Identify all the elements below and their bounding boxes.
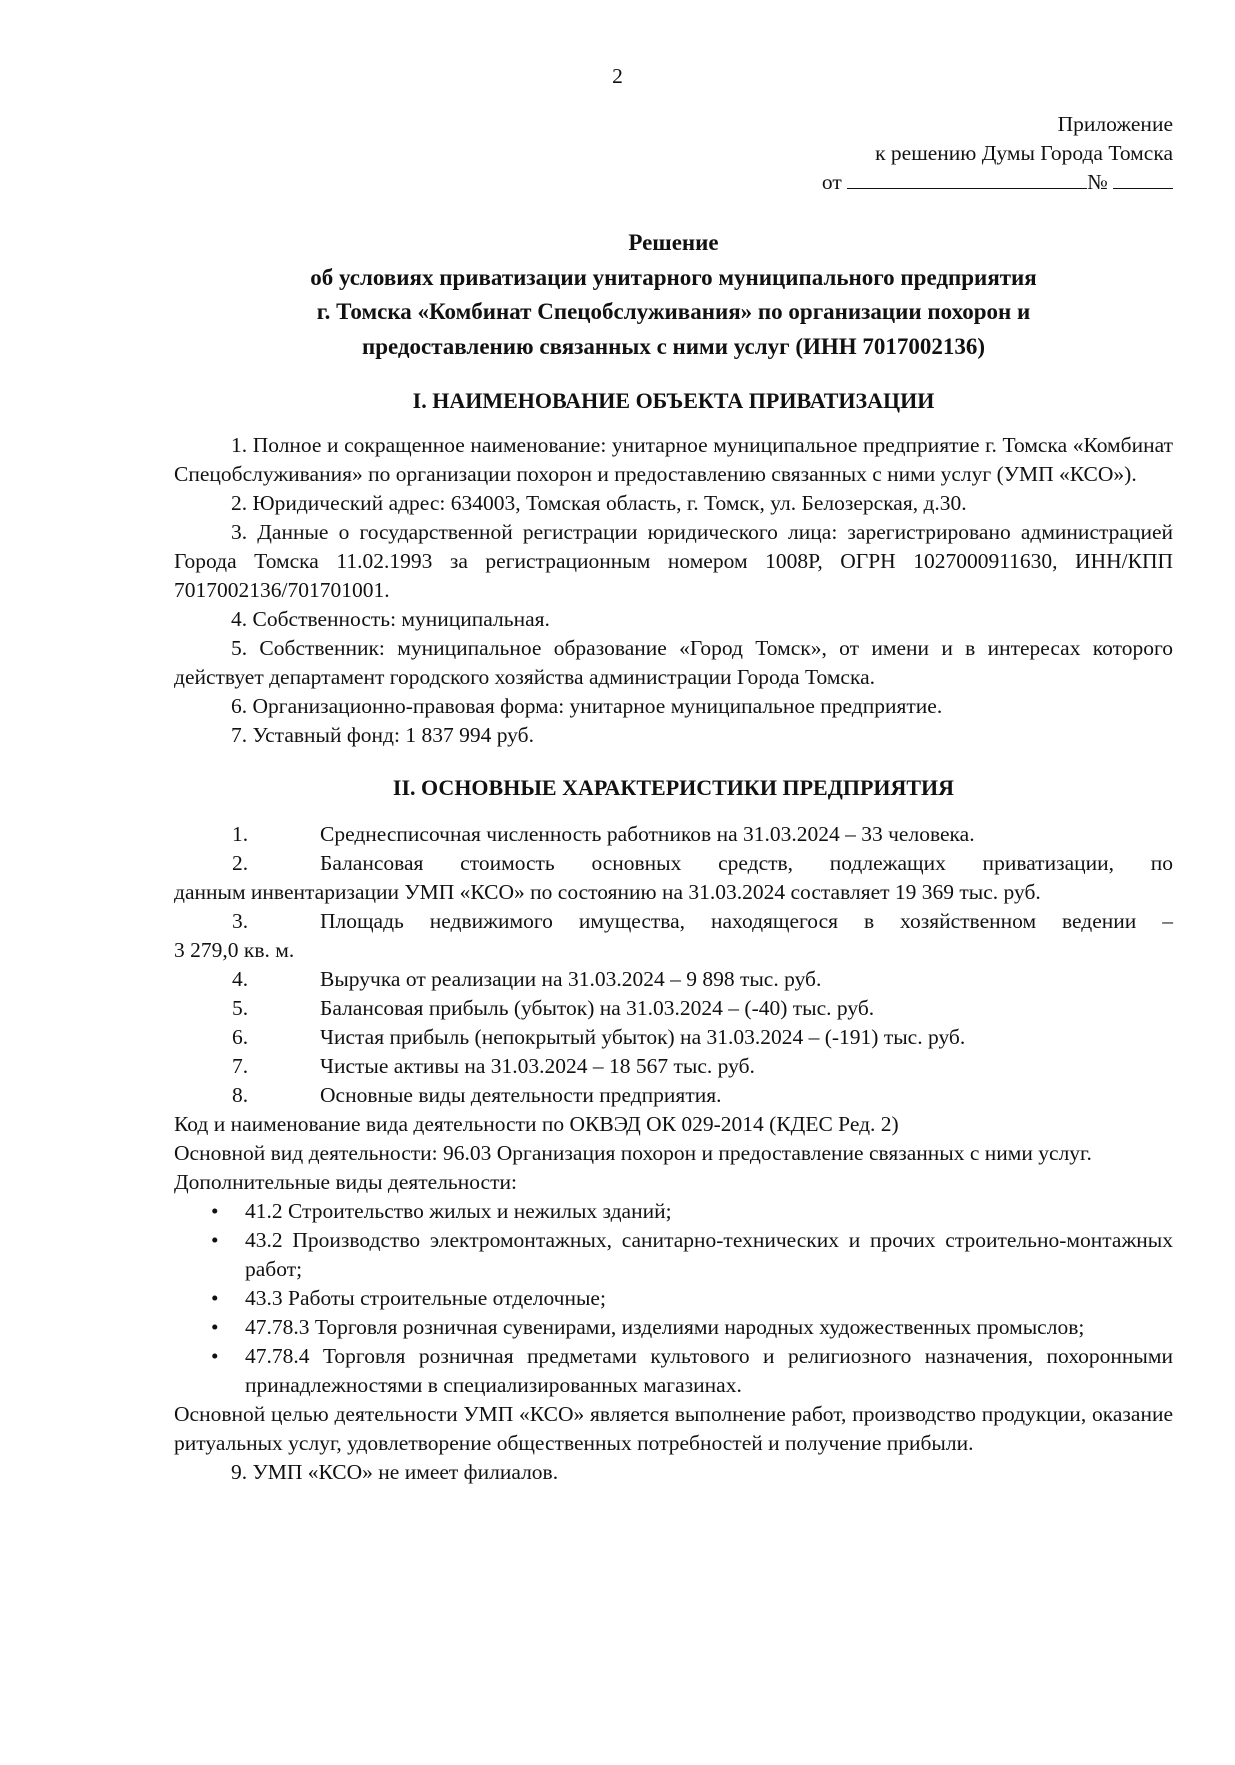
list-item-text: 43.3 Работы строительные отделочные; [245,1286,606,1310]
item-number: 8. [232,1083,249,1107]
number-blank [1113,170,1173,189]
item-text: Чистые активы на 31.03.2024 – 18 567 тыс. руб. [320,1054,755,1078]
title-line2: г. Томска «Комбинат Спецобслуживания» по организации похорон и [316,299,1031,324]
item-9: 9. УМП «КСО» не имеет филиалов. [231,1460,559,1484]
section2-item [174,1023,1173,1052]
item-text: Площадь недвижимого имущества, находящегося в хозяйственном ведении – [320,909,1173,933]
appendix-line3 [822,168,1173,197]
section2-item [174,1081,1173,1110]
item-text: Основные виды деятельности предприятия. [320,1083,722,1107]
list-item [174,1313,1173,1342]
item-number: 6. [232,1025,249,1049]
item-text: Чистая прибыль (непокрытый убыток) на 31.03.2024 – (-191) тыс. руб. [320,1025,966,1049]
section2-item [174,907,1173,936]
appendix-line1: Приложение [1057,112,1173,136]
section1-item: 7. Уставный фонд: 1 837 994 руб. [231,723,534,747]
section2-item [174,965,1173,994]
item-text: Балансовая стоимость основных средств, подлежащих приватизации, по [320,851,1173,875]
list-item [174,1226,1173,1284]
okved-label: Код и наименование вида деятельности по ОКВЭД ОК 029-2014 (КДЕС Ред. 2) [174,1112,899,1136]
title-heading: Решение [628,230,719,255]
bullet-icon: • [211,1199,219,1223]
section2-item [174,820,1173,849]
section2-items [174,820,1173,1487]
item-number: 5. [232,996,249,1020]
list-item [174,1197,1173,1226]
item-continuation: 3 279,0 кв. м. [174,938,295,962]
list-item-text: 47.78.3 Торговля розничная сувенирами, изделиями народных художественных промыслов; [245,1315,1085,1339]
appendix-header [822,110,1173,197]
additional-activities-list [174,1197,1173,1400]
list-item [174,1284,1173,1313]
section2-item [174,994,1173,1023]
section2-item [174,849,1173,878]
section1-item: 6. Организационно-правовая форма: унитарное муниципальное предприятие. [231,694,943,718]
item-number: 4. [232,967,249,991]
item-text: Выручка от реализации на 31.03.2024 – 9 898 тыс. руб. [320,967,822,991]
additional-label: Дополнительные виды деятельности: [174,1170,517,1194]
list-item-text: 41.2 Строительство жилых и нежилых зданий; [245,1199,672,1223]
item-number: 7. [232,1054,249,1078]
title-line3: предоставлению связанных с ними услуг (ИНН 7017002136) [361,333,986,359]
date-blank [847,170,1087,189]
document-title [174,226,1173,364]
item-text: Среднесписочная численность работников на 31.03.2024 – 33 человека. [320,822,975,846]
section1-heading: I. НАИМЕНОВАНИЕ ОБЪЕКТА ПРИВАТИЗАЦИИ [412,388,935,413]
appendix-line2: к решению Думы Города Томска [875,141,1173,165]
section2-item [174,1052,1173,1081]
bullet-icon: • [211,1286,219,1310]
from-label: от [821,170,842,194]
bullet-icon: • [211,1228,219,1252]
page-number: 2 [612,64,623,88]
section2-heading: II. ОСНОВНЫЕ ХАРАКТЕРИСТИКИ ПРЕДПРИЯТИЯ [392,775,955,800]
title-line1: об условиях приватизации унитарного муниципального предприятия [310,264,1037,290]
document-body [174,386,1173,1487]
main-activity: Основной вид деятельности: 96.03 Организация похорон и предоставление связанных с ними услуг. [174,1141,1092,1165]
item-text: Балансовая прибыль (убыток) на 31.03.2024 – (-40) тыс. руб. [320,996,875,1020]
item-continuation: данным инвентаризации УМП «КСО» по состоянию на 31.03.2024 составляет 19 369 тыс. руб. [174,880,1041,904]
section1-item: 5. Собственник: муниципальное образование «Город Томск», от имени и в интересах которого действует департамент городского хозяйства администрации Города Томска. [174,636,1173,689]
number-label: № [1087,170,1108,194]
section1-item: 3. Данные о государственной регистрации юридического лица: зарегистрировано администрацией Города Томска 11.02.1993 за регистрационным номером 1008Р, ОГРН 1027000911630, ИНН/КПП 7017002136/701701001. [174,520,1173,602]
item-number: 2. [232,851,249,875]
list-item-text: 47.78.4 Торговля розничная предметами культового и религиозного назначения, похоронными принадлежностями в специализированных магазинах. [245,1344,1173,1397]
section1-items [174,431,1173,750]
section1-item: 4. Собственность: муниципальная. [231,607,550,631]
bullet-icon: • [211,1315,219,1339]
goal-paragraph: Основной целью деятельности УМП «КСО» является выполнение работ, производство продукции, оказание ритуальных услуг, удовлетворение общественных потребностей и получение прибыли. [174,1402,1173,1455]
item-number: 1. [232,822,249,846]
section1-item: 2. Юридический адрес: 634003, Томская область, г. Томск, ул. Белозерская, д.30. [231,491,967,515]
list-item [174,1342,1173,1400]
item-number: 3. [232,909,249,933]
list-item-text: 43.2 Производство электромонтажных, санитарно-технических и прочих строительно-монтажных работ; [245,1228,1173,1281]
bullet-icon: • [211,1344,219,1368]
section1-item: 1. Полное и сокращенное наименование: унитарное муниципальное предприятие г. Томска «Комбинат Спецобслуживания» по организации похорон и предоставлению связанных с ними услуг (УМП «КСО»). [174,433,1173,486]
